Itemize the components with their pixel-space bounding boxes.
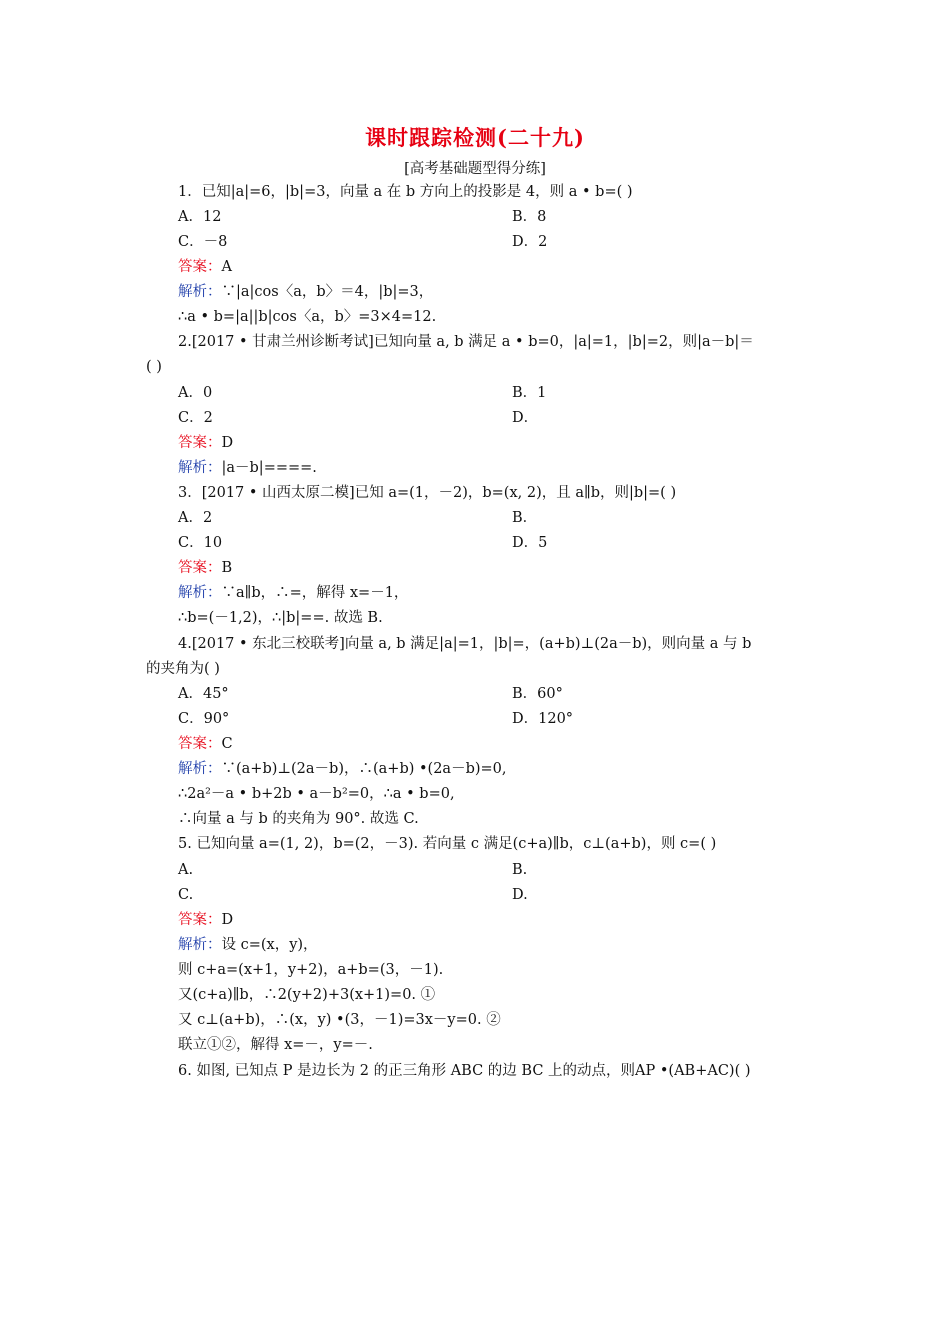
answer-label: 答案： bbox=[178, 259, 222, 275]
answer-label: 答案： bbox=[178, 560, 222, 576]
answer-value: C bbox=[221, 736, 233, 752]
question-3-analysis-1 bbox=[178, 583, 408, 603]
analysis-line: ∵|a|cos〈a，b〉＝4，|b|=3， bbox=[221, 284, 434, 300]
page-title: 课时跟踪检测(二十九) bbox=[365, 125, 585, 150]
question-3-option-a: A．2 bbox=[178, 510, 213, 526]
question-5-analysis-3: 又(c+a)∥b，∴2(y+2)+3(x+1)=0. ① bbox=[178, 987, 436, 1003]
analysis-label: 解析： bbox=[178, 460, 222, 476]
analysis-line: ∵a∥b，∴=，解得 x=－1， bbox=[221, 585, 409, 601]
question-2-option-b: B．1 bbox=[512, 385, 547, 401]
question-1-option-c: C．－8 bbox=[178, 234, 228, 250]
question-3-option-d: D．5 bbox=[512, 535, 548, 551]
analysis-line: ∵(a+b)⊥(2a－b)，∴(a+b) •(2a－b)=0, bbox=[221, 761, 507, 777]
question-1-option-b: B．8 bbox=[512, 209, 547, 225]
question-5-analysis-1 bbox=[178, 935, 318, 955]
question-3-stem: 3．[2017 • 山西太原二模]已知 a=(1，－2)，b=(x, 2)，且 a∥b，则|b|=( ) bbox=[178, 485, 677, 501]
answer-label: 答案： bbox=[178, 435, 222, 451]
question-4-answer bbox=[178, 734, 233, 754]
question-5-analysis-5: 联立①②，解得 x=－，y=－. bbox=[178, 1037, 373, 1053]
answer-label: 答案： bbox=[178, 736, 222, 752]
question-4-analysis-3: ∴向量 a 与 b 的夹角为 90°. 故选 C. bbox=[178, 811, 419, 827]
question-1-analysis-1 bbox=[178, 282, 433, 302]
question-2-answer bbox=[178, 433, 233, 453]
answer-label: 答案： bbox=[178, 912, 222, 928]
analysis-label: 解析： bbox=[178, 284, 222, 300]
question-4-option-b: B．60° bbox=[512, 686, 563, 702]
question-3-option-c: C．10 bbox=[178, 535, 223, 551]
question-5-analysis-2: 则 c+a=(x+1，y+2)，a+b=(3，－1). bbox=[178, 962, 444, 978]
analysis-line: |a－b|====. bbox=[221, 460, 317, 476]
question-1-answer bbox=[178, 257, 232, 277]
page-subtitle: [高考基础题型得分练] bbox=[404, 161, 546, 177]
question-5-stem: 5. 已知向量 a=(1, 2)，b=(2，－3). 若向量 c 满足(c+a)∥b，c⊥(a+b)，则 c=( ) bbox=[178, 836, 717, 852]
question-1-option-a: A．12 bbox=[178, 209, 222, 225]
question-1-analysis-2: ∴a • b=|a||b|cos〈a，b〉=3×4=12. bbox=[178, 309, 437, 325]
question-2-analysis-1 bbox=[178, 458, 317, 478]
question-1-option-d: D．2 bbox=[512, 234, 548, 250]
answer-value: A bbox=[221, 259, 232, 275]
answer-value: D bbox=[221, 435, 234, 451]
question-4-analysis-2: ∴2a²－a • b+2b • a－b²=0，∴a • b=0, bbox=[178, 786, 455, 802]
question-2-option-a: A．0 bbox=[178, 385, 213, 401]
question-6-stem: 6. 如图, 已知点 P 是边长为 2 的正三角形 ABC 的边 BC 上的动点，则AP •(AB+AC)( ) bbox=[178, 1063, 751, 1079]
question-4-analysis-1 bbox=[178, 759, 507, 779]
analysis-label: 解析： bbox=[178, 937, 222, 953]
question-5-option-c: C. bbox=[178, 887, 194, 903]
question-2-stem: 2.[2017 • 甘肃兰州诊断考试]已知向量 a, b 满足 a • b=0，|a|=1，|b|=2，则|a－b|＝ bbox=[178, 334, 754, 350]
question-5-option-a: A. bbox=[178, 862, 194, 878]
question-2-option-d: D． bbox=[512, 410, 539, 426]
question-5-answer bbox=[178, 910, 233, 930]
question-3-option-b: B． bbox=[512, 510, 538, 526]
question-3-analysis-2: ∴b=(－1,2)，∴|b|==. 故选 B. bbox=[178, 610, 383, 626]
question-4-option-d: D．120° bbox=[512, 711, 574, 727]
question-4-option-c: C．90° bbox=[178, 711, 230, 727]
analysis-label: 解析： bbox=[178, 761, 222, 777]
question-5-option-d: D. bbox=[512, 887, 528, 903]
question-4-option-a: A．45° bbox=[178, 686, 229, 702]
question-4-stem-cont: 的夹角为( ) bbox=[146, 661, 220, 677]
question-5-analysis-4: 又 c⊥(a+b)，∴(x，y) •(3，－1)=3x－y=0. ② bbox=[178, 1012, 501, 1028]
question-5-option-b: B. bbox=[512, 862, 528, 878]
question-1-stem: 1．已知|a|=6，|b|=3，向量 a 在 b 方向上的投影是 4，则 a • b=( ) bbox=[178, 184, 633, 200]
analysis-line: 设 c=(x，y)， bbox=[221, 937, 318, 953]
question-2-option-c: C．2 bbox=[178, 410, 213, 426]
question-4-stem: 4.[2017 • 东北三校联考]向量 a, b 满足|a|=1，|b|=，(a+b)⊥(2a－b)，则向量 a 与 b bbox=[178, 636, 752, 652]
analysis-label: 解析： bbox=[178, 585, 222, 601]
answer-value: B bbox=[221, 560, 233, 576]
question-2-stem-cont: ( ) bbox=[146, 359, 162, 375]
question-3-answer bbox=[178, 558, 232, 578]
answer-value: D bbox=[221, 912, 234, 928]
